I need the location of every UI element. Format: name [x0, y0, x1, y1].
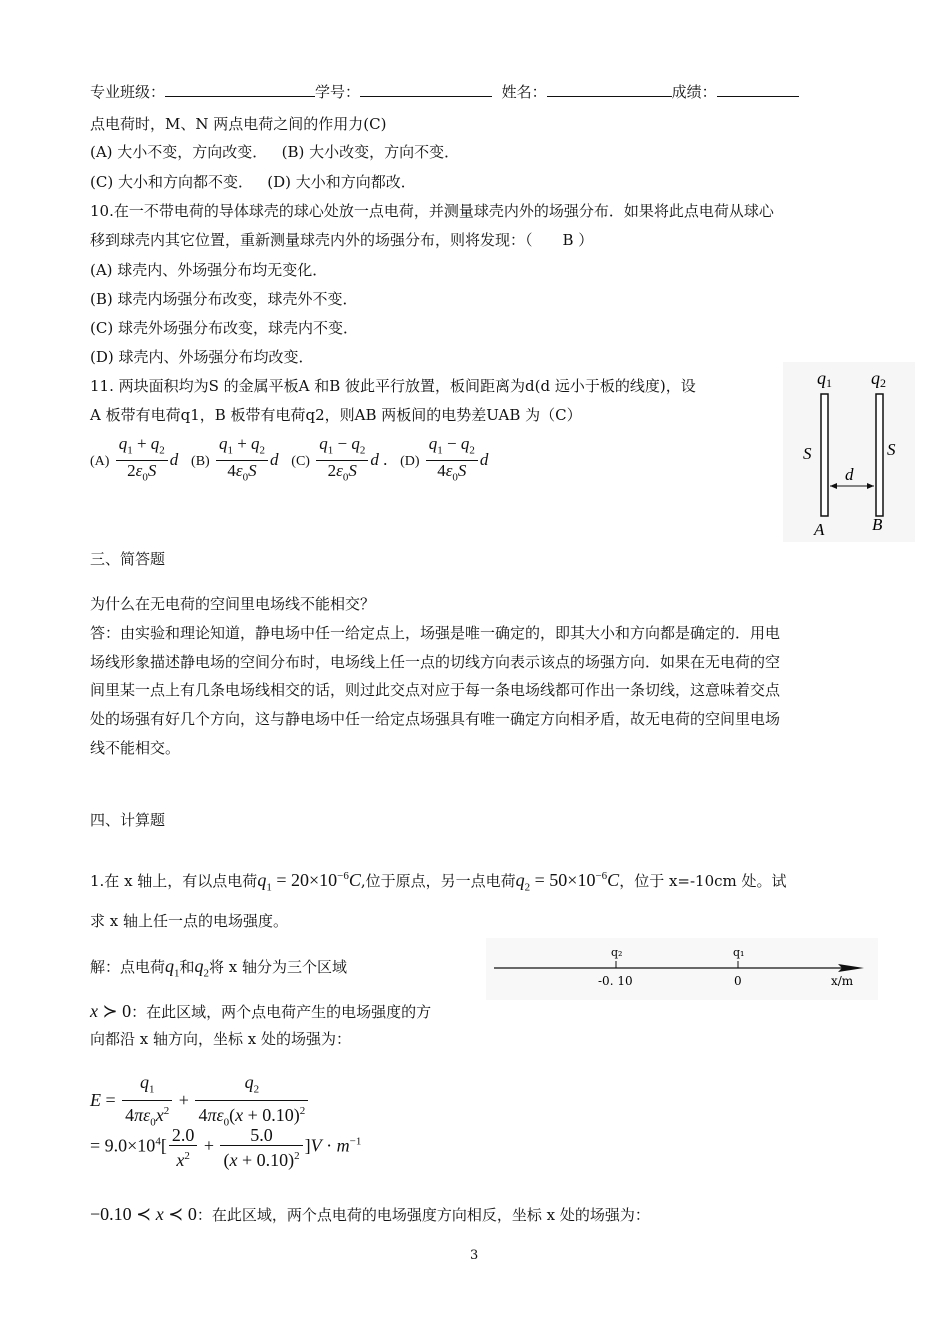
region1-condition: x ≻ 0 [90, 1001, 132, 1021]
section3-answer-2: 场线形象描述静电场的空间分布时，电场线上任一点的切线方向表示该点的场强方向．如果在无电荷的空 [90, 653, 781, 671]
region1-line1 [90, 1001, 431, 1022]
region1-text-a: ：在此区域，两个点电荷产生的电场强度的方 [131, 1003, 432, 1021]
name-blank[interactable] [547, 80, 672, 97]
problem1-text-c: ，位于 x=-10cm 处。试 [619, 872, 787, 890]
region1-line2: 向都沿 x 轴方向，坐标 x 处的场强为： [90, 1030, 351, 1048]
label-q2: q2 [871, 368, 886, 390]
label-d: d [845, 465, 854, 484]
label-q1: q1 [817, 368, 832, 390]
q11-opt-d-label: (D) [400, 453, 420, 469]
q9-opt-a: (A) 大小不变，方向改变． [90, 143, 268, 161]
q11-opt-a-fraction: $\frac{q_1 + q_2}{2\varepsilon_0S}$ [116, 434, 168, 488]
solution-text-c: 将 x 轴分为三个区域 [209, 958, 348, 976]
solution-intro: 解：点电荷$q_1$和$q_2$将 x 轴分为三个区域 [90, 956, 348, 980]
q11-line2: A 板带有电荷q1，B 板带有电荷q2，则AB 两板间的电势差UAB 为（C） [90, 406, 582, 424]
label-b: B [872, 515, 883, 534]
q9-options-row1 [90, 142, 459, 162]
label-s-left: S [803, 444, 812, 463]
header-row [90, 80, 799, 102]
q9-options-row2 [90, 172, 416, 192]
region2-condition: −0.10 ≺ x ≺ 0 [90, 1204, 197, 1224]
section3-answer-5: 线不能相交。 [90, 739, 181, 757]
plate-a [821, 394, 828, 516]
tick-label-zero: 0 [734, 974, 742, 988]
region2-line [90, 1204, 650, 1225]
q9-opt-b: (B) 大小改变，方向不变． [281, 143, 460, 161]
q10-line1: 10.在一不带电荷的导体球壳的球心处放一点电荷，并测量球壳内外的场强分布．如果将此点电荷从球心 [90, 202, 774, 220]
class-blank[interactable] [165, 80, 315, 97]
q10-opt-a: (A) 球壳内、外场强分布均无变化． [90, 261, 328, 279]
id-label: 学号： [315, 83, 361, 101]
section3-answer-3: 间里某一点上有几条电场线相交的话，则过此交点对应于每一条电场线都可作出一条切线，这意味着交点 [90, 681, 781, 699]
problem1-text-a: 1.在 x 轴上，有以点电荷 [90, 872, 258, 890]
solution-text-a: 解：点电荷 [90, 958, 166, 976]
section3-answer-4: 处的场强有好几个方向，这与静电场中任一给定点场强具有唯一确定方向相矛盾，故无电荷的空间里电场 [90, 710, 781, 728]
q9-opt-c: (C) 大小和方向都不变． [90, 173, 253, 191]
field-equation-1: E = $\frac{q_1}{4\pi\varepsilon_0x^2}$ + $\frac{q_2}{4\pi\varepsilon_0(x + 0.10)^2}$ [90, 1072, 310, 1132]
problem1-text-b: ,位于原点，另一点电荷 [360, 872, 516, 890]
q2-expression: $q_2 = 50\times 10^{-6}C$ [515, 870, 620, 894]
section3-title: 三、简答题 [90, 550, 166, 568]
tick-label-neg: -0. 10 [598, 974, 633, 988]
parallel-plates-figure [783, 362, 915, 542]
q9-text: 点电荷时，M、N 两点电荷之间的作用力(C) [90, 115, 387, 133]
axis-unit-label: x/m [831, 974, 854, 988]
id-blank[interactable] [360, 80, 492, 97]
label-s-right: S [887, 440, 896, 459]
q11-opt-b-fraction: $\frac{q_1 + q_2}{4\varepsilon_0S}$ [216, 434, 268, 488]
region2-text: ：在此区域，两个点电荷的电场强度方向相反，坐标 x 处的场强为： [196, 1206, 650, 1224]
q11-opt-d-fraction: $\frac{q_1 - q_2}{4\varepsilon_0S}$ [426, 434, 478, 488]
plate-b [876, 394, 883, 516]
q11-opt-b-label: (B) [191, 453, 210, 469]
q11-line1: 11. 两块面积均为S 的金属平板A 和B 彼此平行放置，板间距离为d(d 远小于板的线度)，设 [90, 377, 696, 395]
q10-opt-b: (B) 球壳内场强分布改变，球壳外不变． [90, 290, 358, 308]
q11-opt-c-fraction: $\frac{q_1 - q_2}{2\varepsilon_0S}$ [316, 434, 368, 488]
problem1-line2: 求 x 轴上任一点的电场强度。 [90, 912, 288, 930]
q10-opt-c: (C) 球壳外场强分布改变，球壳内不变． [90, 319, 358, 337]
q1-expression: $q_1 = 20\times 10^{-6}C$ [257, 870, 361, 894]
score-label: 成绩： [671, 83, 717, 101]
q11-opt-a-label: (A) [90, 453, 110, 469]
field-equation-2: = $9.0\times 10^4$[ $\frac{2.0}{x^2}$ + $\frac{5.0}{(x + 0.10)^2}$ ]$V \cdot m^{-1}$ [90, 1125, 362, 1170]
q11-options: (A) $\frac{q_1 + q_2}{2\varepsilon_0S}$ d (B) $\frac{q_1 + q_2}{4\varepsilon_0S}$ d (C) $\frac{q_1 - q_2}{2\varepsilon_0S}$ d . (D) $\frac{q_1 - q_2}{4\varepsilon_0S}$ d [90, 434, 488, 488]
q11-opt-c-label: (C) [291, 453, 310, 469]
problem1-line1 [90, 866, 787, 898]
label-a: A [814, 520, 825, 539]
class-label: 专业班级： [90, 83, 166, 101]
axis-q1-label: q₁ [733, 946, 745, 959]
section4-title: 四、计算题 [90, 811, 166, 829]
solution-text-b: 和 [179, 958, 195, 976]
q9-opt-d: (D) 大小和方向都改． [267, 173, 416, 191]
name-label: 姓名： [501, 83, 547, 101]
q10-opt-d: (D) 球壳内、外场强分布均改变． [90, 348, 314, 366]
axis-q2-label: q₂ [611, 946, 623, 959]
page-number: 3 [470, 1248, 479, 1263]
section3-question: 为什么在无电荷的空间里电场线不能相交？ [90, 595, 376, 613]
q10-line2: 移到球壳内其它位置，重新测量球壳内外的场强分布，则将发现：（ B ） [90, 231, 594, 249]
x-axis-figure [486, 938, 878, 1000]
score-blank[interactable] [717, 80, 799, 97]
section3-answer-1: 答：由实验和理论知道，静电场中任一给定点上，场强是唯一确定的，即其大小和方向都是确定的．用电 [90, 624, 781, 642]
